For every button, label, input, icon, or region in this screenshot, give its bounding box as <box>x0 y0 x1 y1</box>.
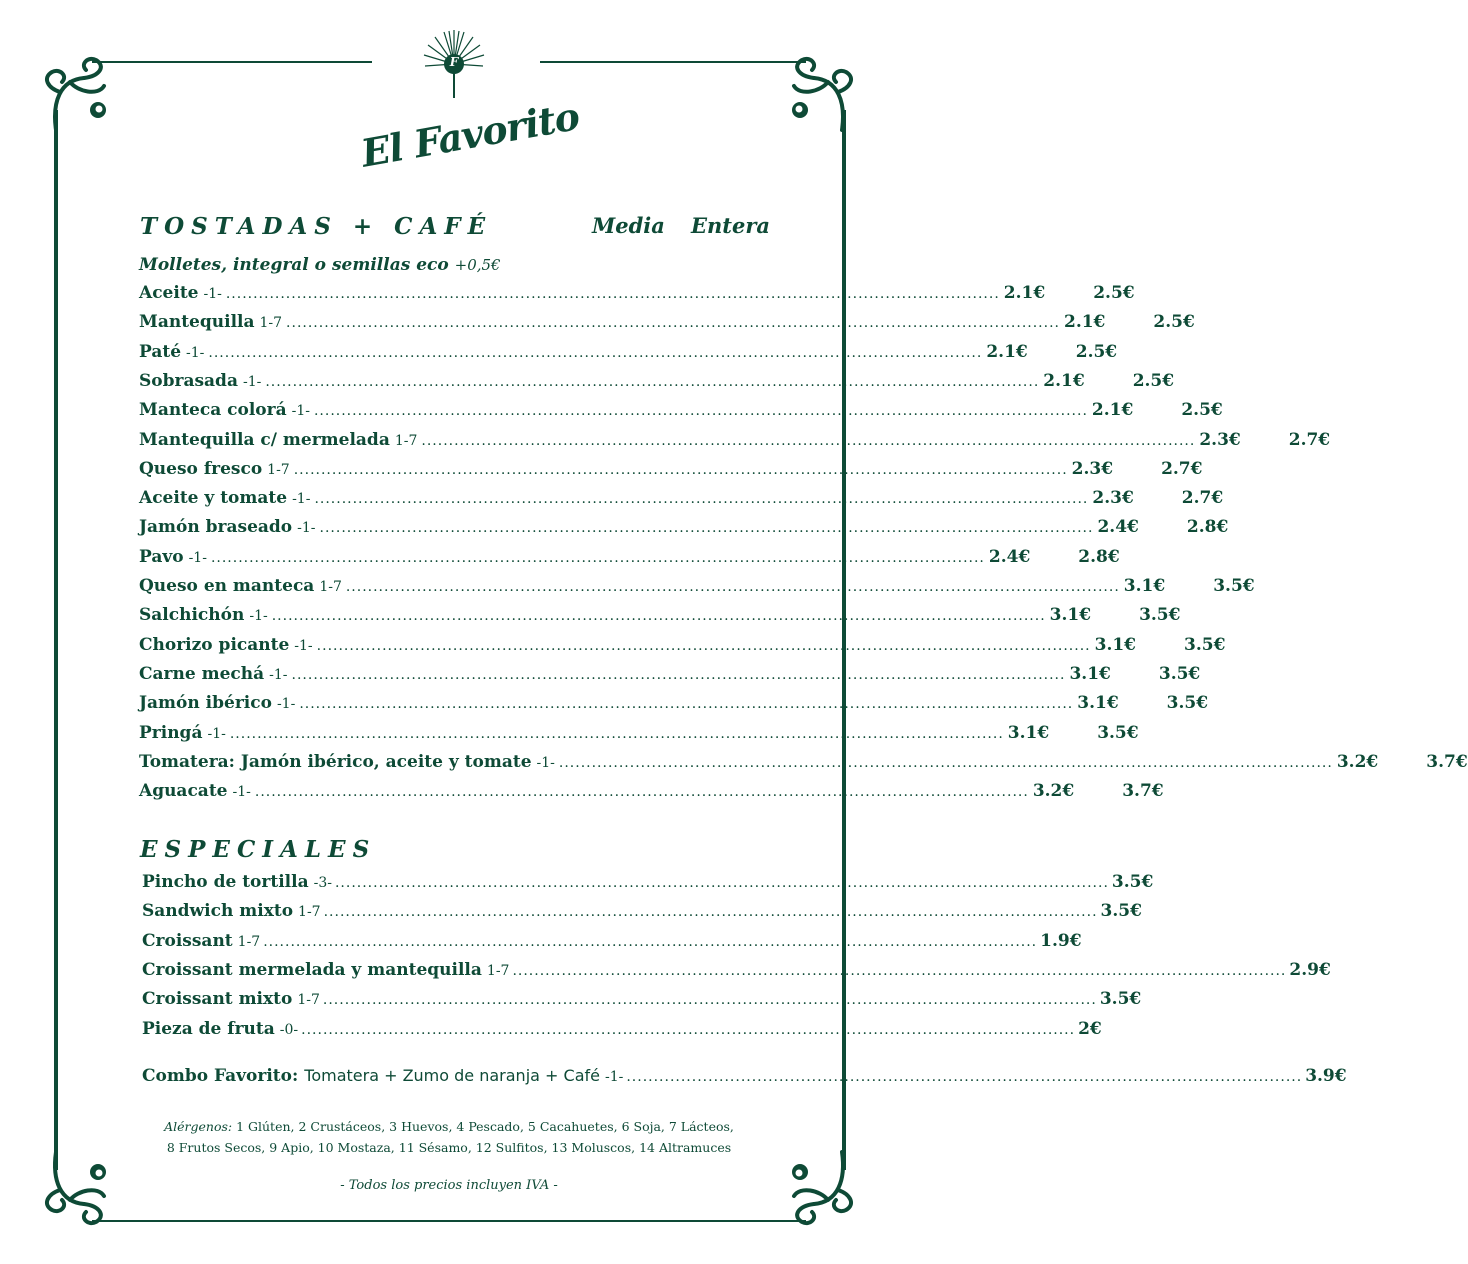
menu-item-row <box>139 517 1229 541</box>
price-entera: 3.7€ <box>1426 751 1468 772</box>
menu-item-row <box>139 634 1226 659</box>
allergen-code: -0- <box>279 1021 299 1038</box>
allergen-code: 1-7 <box>237 933 261 950</box>
item-name: Queso en manteca <box>139 576 315 596</box>
allergen-code: -1- <box>203 286 222 302</box>
leader-dots: .............................................................................................................................................. <box>334 875 1109 891</box>
item-name: Jamón braseado <box>139 517 293 538</box>
allergens-label: Alérgenos: <box>164 1119 233 1134</box>
leader-dots: .............................................................................................................................................. <box>313 403 1088 420</box>
leader-dots: .............................................................................................................................................. <box>345 579 1120 595</box>
item-price: 3.5€ <box>1111 872 1154 892</box>
allergen-code: -1- <box>232 784 251 801</box>
price-media: 2.3€ <box>1071 458 1114 479</box>
price-media: 3.2€ <box>1032 781 1075 802</box>
menu-item-row <box>139 722 1139 747</box>
combo-description: Tomatera + Zumo de naranja + Café <box>304 1066 600 1085</box>
leader-dots: .............................................................................................................................................. <box>323 904 1098 921</box>
allergen-code: 1-7 <box>267 461 290 478</box>
leader-dots: .............................................................................................................................................. <box>316 637 1091 654</box>
menu-item-row <box>139 283 1135 307</box>
price-media: 2.3€ <box>1092 488 1134 509</box>
bread-options-surcharge: +0,5€ <box>454 256 501 274</box>
menu-item-row <box>139 341 1118 366</box>
allergen-code: 1-7 <box>297 992 320 1009</box>
menu-item-row <box>139 693 1209 717</box>
price-media: 2.1€ <box>1043 370 1085 391</box>
item-name: Mantequilla <box>139 312 255 333</box>
item-name: Manteca colorá <box>139 400 287 421</box>
price-media: 2.1€ <box>986 341 1028 362</box>
leader-dots: .............................................................................................................................................. <box>299 696 1074 713</box>
price-media: 2.1€ <box>1091 400 1134 421</box>
price-entera: 3.7€ <box>1122 781 1164 802</box>
allergen-code: 1-7 <box>394 432 418 449</box>
special-item-row <box>142 1018 1102 1043</box>
item-name: Croissant <box>142 930 233 951</box>
allergen-code: -1- <box>207 725 226 742</box>
leader-dots: .............................................................................................................................................. <box>301 1021 1076 1038</box>
special-item-row <box>142 901 1142 925</box>
price-media: 2.4€ <box>1097 517 1139 538</box>
item-price: 3.5€ <box>1100 901 1142 922</box>
leader-dots: .............................................................................................................................................. <box>208 344 983 361</box>
price-media: 2.1€ <box>1003 283 1046 303</box>
frame-top-border-right <box>540 61 806 63</box>
item-price: 2.9€ <box>1289 959 1331 980</box>
section-title-especiales: ESPECIALES <box>140 836 377 863</box>
price-media: 3.1€ <box>1077 693 1119 714</box>
allergen-code: -1- <box>536 754 555 771</box>
special-item-row <box>142 959 1331 984</box>
price-media: 2.4€ <box>988 546 1031 567</box>
allergen-code: 1-7 <box>319 579 342 595</box>
allergens-legend <box>160 1116 738 1158</box>
item-name: Pringá <box>139 722 203 743</box>
allergen-code: 1-7 <box>259 315 283 332</box>
leader-dots: .............................................................................................................................................. <box>263 933 1038 950</box>
price-entera: 3.5€ <box>1213 576 1255 596</box>
item-name: Croissant mixto <box>142 989 293 1010</box>
allergen-code: 1-7 <box>298 904 321 921</box>
price-media: 3.1€ <box>1007 722 1050 743</box>
menu-item-row <box>139 458 1203 483</box>
brand-title: El Favorito <box>357 93 583 176</box>
item-name: Sobrasada <box>139 370 238 391</box>
allergen-code: -1- <box>188 549 207 566</box>
menu-item-row <box>139 312 1195 336</box>
leader-dots: .............................................................................................................................................. <box>265 373 1040 390</box>
price-media: 2.1€ <box>1063 312 1106 333</box>
menu-item-row <box>139 605 1181 629</box>
allergen-code: -1- <box>292 491 311 508</box>
item-name: Mantequilla c/ mermelada <box>139 429 390 450</box>
leader-dots: .............................................................................................................................................. <box>314 491 1089 508</box>
price-entera: 2.5€ <box>1075 341 1118 362</box>
leader-dots: .............................................................................................................................................. <box>291 666 1066 683</box>
price-entera: 2.5€ <box>1093 283 1135 303</box>
section-title-tostadas: TOSTADAS + CAFÉ <box>140 213 493 240</box>
menu-item-row <box>139 400 1223 424</box>
allergen-code: -1- <box>249 608 268 625</box>
logo-letter: F <box>449 55 459 69</box>
item-price: 1.9€ <box>1040 930 1082 951</box>
combo-allergen-code: -1- <box>604 1069 624 1085</box>
item-name: Salchichón <box>139 605 245 626</box>
item-name: Sandwich mixto <box>142 901 294 922</box>
item-name: Aceite y tomate <box>139 488 288 509</box>
column-header-entera: Entera <box>691 213 771 238</box>
frame-top-border-left <box>92 61 372 63</box>
allergen-code: -1- <box>297 520 316 537</box>
bread-options-note <box>139 255 501 275</box>
menu-item-row <box>139 781 1164 805</box>
menu-item-row <box>139 488 1224 512</box>
price-entera: 2.7€ <box>1181 488 1224 509</box>
allergen-code: 1-7 <box>486 962 510 979</box>
price-entera: 3.5€ <box>1158 663 1201 684</box>
allergen-code: -1- <box>276 696 296 713</box>
item-name: Pieza de fruta <box>142 1018 275 1039</box>
item-name: Pincho de tortilla <box>142 872 309 892</box>
leader-dots: .............................................................................................................................................. <box>271 608 1046 625</box>
special-item-row <box>142 930 1082 955</box>
leader-dots: .............................................................................................................................................. <box>254 784 1029 801</box>
bread-options-text: Molletes, integral o semillas eco <box>139 255 449 275</box>
combo-price: 3.9€ <box>1305 1066 1347 1086</box>
allergen-code: -1- <box>291 403 310 420</box>
item-name: Croissant mermelada y mantequilla <box>142 959 482 980</box>
item-name: Pavo <box>139 546 184 567</box>
leader-dots: .............................................................................................................................................. <box>286 315 1060 332</box>
menu-item-row <box>139 370 1175 395</box>
price-media: 3.1€ <box>1123 576 1166 596</box>
column-header-media: Media <box>592 213 665 238</box>
menu-item-row <box>139 663 1201 688</box>
corner-flourish-icon <box>38 52 118 132</box>
leader-dots: ............................................................................................................................ <box>626 1069 1303 1085</box>
price-media: 2.3€ <box>1199 429 1241 450</box>
item-name: Aguacate <box>139 781 228 802</box>
price-entera: 3.5€ <box>1184 634 1226 655</box>
frame-left-border <box>54 110 58 1170</box>
price-media: 3.2€ <box>1336 751 1379 772</box>
allergen-code: -1- <box>294 637 313 654</box>
combo-row <box>142 1066 1347 1090</box>
price-entera: 3.5€ <box>1166 693 1209 714</box>
allergen-code: -1- <box>242 373 262 390</box>
leader-dots: .............................................................................................................................................. <box>210 549 985 566</box>
menu-item-row <box>139 429 1331 454</box>
corner-flourish-icon <box>780 52 860 132</box>
price-entera: 2.8€ <box>1186 517 1229 538</box>
price-media: 3.1€ <box>1094 634 1137 655</box>
price-media: 3.1€ <box>1049 605 1092 626</box>
footer-note: - Todos los precios incluyen IVA - <box>340 1178 558 1193</box>
item-price: 3.5€ <box>1099 989 1142 1010</box>
allergens-line-2: 8 Frutos Secos, 9 Apio, 10 Mostaza, 11 Sésamo, 12 Sulfitos, 13 Moluscos, 14 Altramuces <box>166 1140 732 1155</box>
item-name: Chorizo picante <box>139 634 290 655</box>
allergen-code: -1- <box>269 666 288 683</box>
menu-item-row <box>139 576 1255 600</box>
frame-bottom-border <box>92 1220 806 1222</box>
price-entera: 2.5€ <box>1181 400 1223 421</box>
special-item-row <box>142 872 1154 896</box>
combo-name: Combo Favorito: <box>142 1066 299 1086</box>
leader-dots: .............................................................................................................................................. <box>319 520 1094 537</box>
price-entera: 3.5€ <box>1139 605 1181 626</box>
item-price: 2€ <box>1078 1018 1102 1039</box>
allergen-code: -1- <box>186 344 205 361</box>
item-name: Tomatera: Jamón ibérico, aceite y tomate <box>139 751 532 772</box>
price-entera: 2.8€ <box>1078 546 1120 567</box>
leader-dots: .............................................................................................................................................. <box>558 754 1333 771</box>
price-entera: 2.5€ <box>1153 312 1195 333</box>
price-entera: 2.7€ <box>1288 429 1331 450</box>
leader-dots: .............................................................................................................................................. <box>322 992 1097 1009</box>
item-name: Carne mechá <box>139 663 265 684</box>
price-entera: 2.5€ <box>1132 370 1175 391</box>
item-name: Jamón ibérico <box>139 693 272 714</box>
allergen-code: -3- <box>313 875 332 891</box>
leader-dots: .............................................................................................................................................. <box>225 286 1000 302</box>
leader-dots: .............................................................................................................................................. <box>293 461 1068 478</box>
menu-item-row <box>139 751 1468 776</box>
item-name: Paté <box>139 341 182 362</box>
leader-dots: .............................................................................................................................................. <box>229 725 1004 742</box>
leader-dots: .............................................................................................................................................. <box>512 962 1287 979</box>
leader-dots: .............................................................................................................................................. <box>421 432 1196 449</box>
price-entera: 2.7€ <box>1161 458 1203 479</box>
menu-item-row <box>139 546 1120 571</box>
special-item-row <box>142 989 1142 1013</box>
item-name: Queso fresco <box>139 458 263 479</box>
price-media: 3.1€ <box>1069 663 1111 684</box>
item-name: Aceite <box>139 283 199 303</box>
allergens-line-1: 1 Glúten, 2 Crustáceos, 3 Huevos, 4 Pescado, 5 Cacahuetes, 6 Soja, 7 Lácteos, <box>236 1119 734 1134</box>
price-entera: 3.5€ <box>1097 722 1139 743</box>
